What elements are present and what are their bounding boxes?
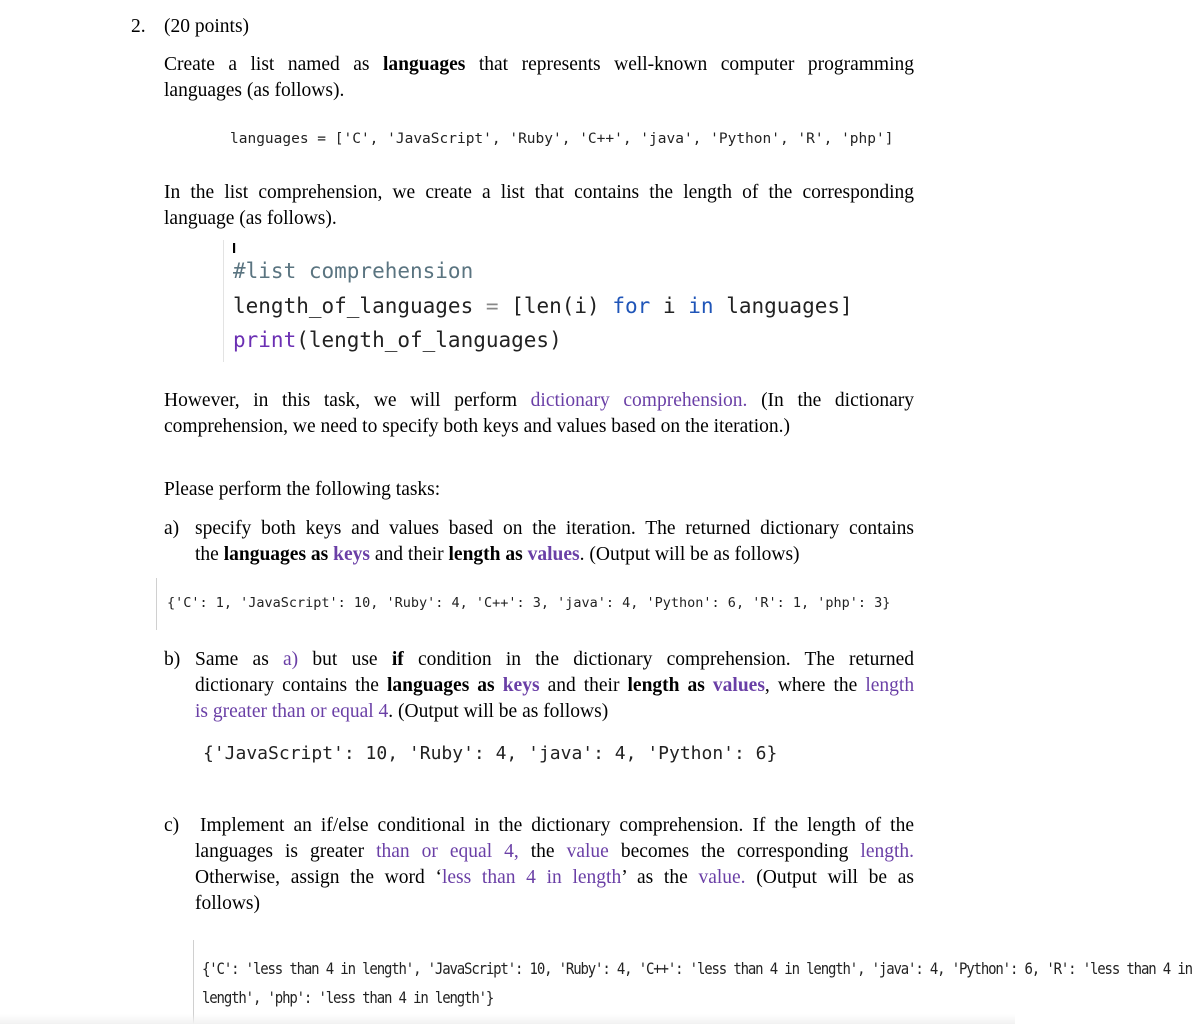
list-comprehension-code-block xyxy=(223,240,914,362)
tasks-heading: Please perform the following tasks: xyxy=(164,479,441,500)
task-c-line-1: Implement an if/else conditional in the dictionary comprehension. If the length of the xyxy=(200,815,914,836)
dict-comp-text-line-1: However, in this task, we will perform dictionary comprehension. (In the dictionary xyxy=(164,390,914,411)
list-comp-text-line-2: language (as follows). xyxy=(164,208,337,229)
languages-code: languages = ['C', 'JavaScript', 'Ruby', 'C++', 'java', 'Python', 'R', 'php'] xyxy=(230,131,894,147)
task-c-output-line-2: length', 'php': 'less than 4 in length'} xyxy=(202,989,494,1008)
page-bottom-fade xyxy=(0,1014,1015,1024)
task-a-output: {'C': 1, 'JavaScript': 10, 'Ruby': 4, 'C++': 3, 'java': 4, 'Python': 6, 'R': 1, 'php': 3} xyxy=(167,595,891,611)
code-comment: #list comprehension xyxy=(233,259,474,283)
text-cursor: I xyxy=(232,240,237,257)
task-b-label: b) xyxy=(164,649,181,670)
task-c-output-block xyxy=(193,940,1192,1024)
task-c-line-3: Otherwise, assign the word ‘less than 4 in length’ as the value. (Output will be as xyxy=(195,867,915,888)
intro-line-1: Create a list named as languages that represents well-known computer programming xyxy=(164,54,914,75)
task-b-output: {'JavaScript': 10, 'Ruby': 4, 'java': 4, 'Python': 6} xyxy=(203,743,778,764)
task-b-line-3: is greater than or equal 4. (Output will be as follows) xyxy=(195,701,609,722)
task-a-label: a) xyxy=(164,518,180,539)
task-c-line-2: languages is greater than or equal 4, the value becomes the corresponding length. xyxy=(195,841,915,862)
question-number: 2. xyxy=(131,16,146,37)
code-assignment-line: length_of_languages = [len(i) for i in languages] xyxy=(233,294,853,318)
task-a-output-block xyxy=(156,578,917,630)
intro-line-2: languages (as follows). xyxy=(164,80,345,101)
task-b-line-1: Same as a) but use if condition in the dictionary comprehension. The returned xyxy=(195,649,914,670)
task-c-line-4: follows) xyxy=(195,893,260,914)
list-comp-text-line-1: In the list comprehension, we create a list that contains the length of the corresponding xyxy=(164,182,914,203)
code-print-line: print(length_of_languages) xyxy=(233,328,562,352)
task-c-output-line-1: {'C': 'less than 4 in length', 'JavaScript': 10, 'Ruby': 4, 'C++': 'less than 4 in length', 'java': 4, 'Python': 6, 'R': 'less than 4 in xyxy=(202,960,1192,979)
task-a-line-1: specify both keys and values based on the iteration. The returned dictionary contains xyxy=(195,518,914,539)
dict-comp-text-line-2: comprehension, we need to specify both keys and values based on the iteration.) xyxy=(164,416,790,437)
task-a-line-2: the languages as keys and their length as values. (Output will be as follows) xyxy=(195,544,800,565)
task-b-line-2: dictionary contains the languages as keys and their length as values, where the length xyxy=(195,675,915,696)
task-c-label: c) xyxy=(164,815,180,836)
languages-term: languages xyxy=(383,54,466,75)
question-points: (20 points) xyxy=(164,16,250,37)
